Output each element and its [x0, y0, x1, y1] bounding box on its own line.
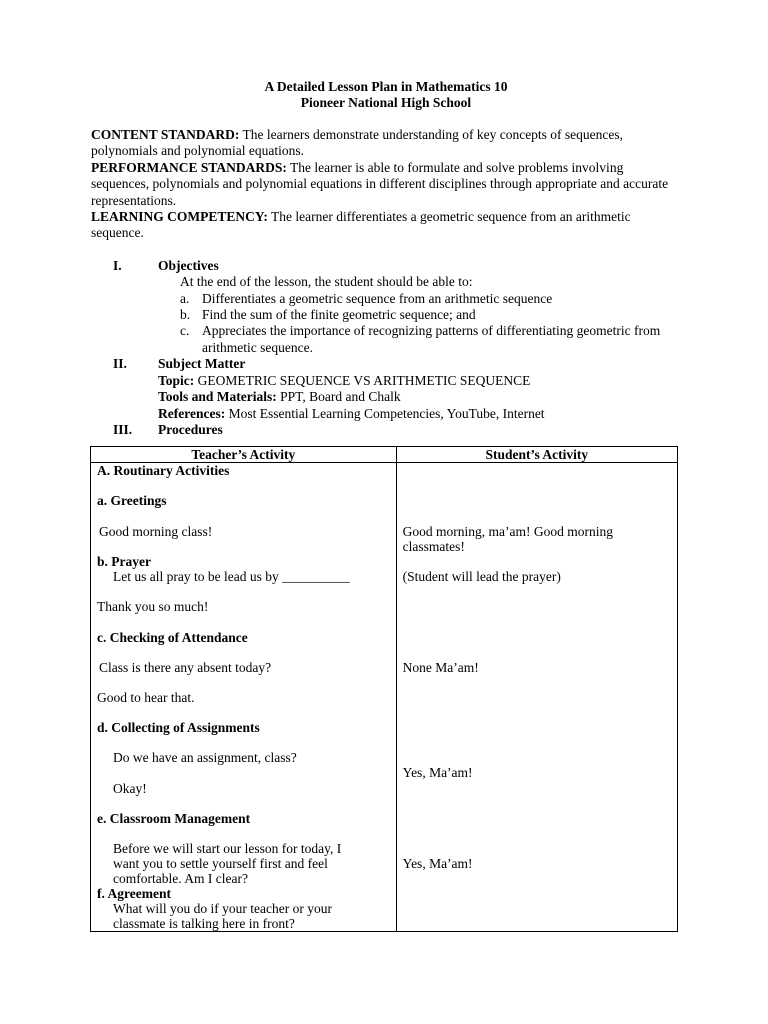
routinary-heading: A. Routinary Activities [97, 463, 230, 479]
objective-text: Differentiates a geometric sequence from an arithmetic sequence [202, 290, 553, 306]
objective-letter: b. [180, 307, 191, 323]
subject-matter-section [91, 356, 681, 422]
teacher-column-header: Teacher’s Activity [91, 447, 397, 463]
agreement-line: What will you do if your teacher or your [113, 901, 332, 917]
performance-standards-text: The learner is able to formulate and solve problems involving sequences, polynomials and polynomial equations in different disciplines through appropriate and accurate representations. [91, 159, 669, 208]
student-assignment-response: Yes, Ma’am! [402, 765, 473, 781]
objectives-section [91, 258, 681, 356]
standards-block [91, 127, 681, 242]
section-number: III. [113, 421, 133, 437]
procedures-section [91, 422, 681, 438]
section-number: II. [113, 356, 127, 372]
table-row [91, 463, 678, 932]
objective-item [158, 291, 681, 307]
objectives-intro: At the end of the lesson, the student should be able to: [180, 274, 473, 290]
subject-matter-heading: Subject Matter [158, 356, 246, 372]
learning-competency-text: The learner differentiates a geometric sequence from an arithmetic sequence. [91, 209, 631, 241]
learning-competency-label: LEARNING COMPETENCY: [91, 209, 268, 225]
objective-text: Appreciates the importance of recognizing patterns of differentiating geometric from arithmetic sequence. [202, 323, 661, 355]
management-line: Before we will start our lesson for today, I [113, 841, 342, 857]
thank-you-line: Thank you so much! [97, 599, 209, 615]
section-number: I. [113, 257, 122, 273]
objective-letter: a. [180, 290, 190, 306]
objectives-heading: Objectives [158, 257, 219, 273]
references-value: Most Essential Learning Competencies, YouTube, Internet [228, 405, 545, 421]
table-header-row [91, 447, 678, 463]
procedures-heading: Procedures [158, 421, 223, 437]
references-line [158, 406, 681, 422]
student-activity-cell [396, 463, 677, 932]
tools-line [158, 389, 681, 405]
content-standard-label: CONTENT STANDARD: [91, 127, 240, 142]
objective-item [158, 323, 681, 356]
good-to-hear-line: Good to hear that. [97, 690, 195, 706]
assignment-question: Do we have an assignment, class? [113, 750, 297, 766]
tools-value: PPT, Board and Chalk [280, 389, 401, 405]
tools-label: Tools and Materials: [158, 389, 277, 405]
teacher-activity-cell [91, 463, 397, 932]
assignments-heading: d. Collecting of Assignments [97, 720, 260, 736]
greetings-heading: a. Greetings [97, 493, 167, 509]
school-name: Pioneer National High School [300, 95, 472, 110]
objective-item [158, 307, 681, 323]
management-line: want you to settle yourself first and feel [113, 856, 328, 872]
agreement-line: classmate is talking here in front? [113, 916, 295, 932]
learning-competency [91, 209, 681, 242]
performance-standards-label: PERFORMANCE STANDARDS: [91, 159, 287, 175]
topic-label: Topic: [158, 372, 195, 388]
topic-line [158, 373, 681, 389]
prayer-instruction: Let us all pray to be lead us by __________ [113, 569, 350, 585]
content-standard [91, 127, 681, 160]
classroom-management-heading: e. Classroom Management [97, 811, 251, 827]
student-prayer-response: (Student will lead the prayer) [402, 569, 561, 585]
student-attendance-response: None Ma’am! [402, 660, 479, 676]
attendance-heading: c. Checking of Attendance [97, 630, 248, 646]
content-standard-text: The learners demonstrate understanding of key concepts of sequences, polynomials and polynomial equations. [91, 127, 624, 159]
document-title: A Detailed Lesson Plan in Mathematics 10 [264, 79, 508, 94]
student-management-response: Yes, Ma’am! [402, 856, 473, 872]
prayer-heading: b. Prayer [97, 554, 151, 570]
management-line: comfortable. Am I clear? [113, 871, 248, 887]
student-greeting-line: Good morning, ma’am! Good morning [402, 524, 614, 540]
student-column-header: Student’s Activity [396, 447, 677, 463]
procedures-table [90, 446, 678, 932]
lesson-plan-page [91, 79, 681, 438]
agreement-heading: f. Agreement [97, 886, 171, 902]
performance-standards [91, 160, 681, 209]
attendance-question: Class is there any absent today? [99, 660, 272, 676]
objective-text: Find the sum of the finite geometric sequence; and [202, 307, 476, 323]
topic-value: GEOMETRIC SEQUENCE VS ARITHMETIC SEQUENCE [197, 372, 531, 388]
lesson-outline [91, 258, 681, 438]
okay-line: Okay! [113, 781, 147, 797]
student-greeting-line: classmates! [402, 539, 465, 555]
references-label: References: [158, 405, 226, 421]
objective-letter: c. [180, 323, 190, 339]
teacher-greeting: Good morning class! [99, 524, 213, 540]
